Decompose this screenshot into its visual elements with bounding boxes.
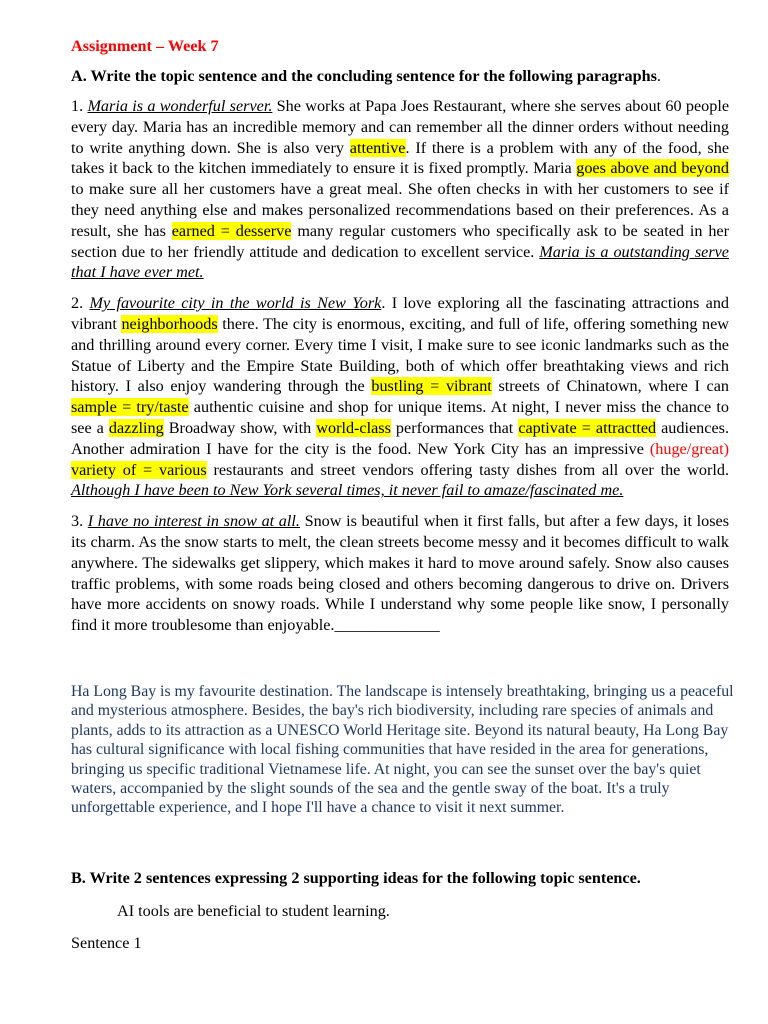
p2-text-9: restaurants and street vendors offering tasty dishes from all over the world.	[206, 460, 729, 479]
p3-number: 3.	[71, 512, 88, 531]
section-a-heading-text: A. Write the topic sentence and the concluding sentence for the following paragraphs	[71, 67, 657, 85]
section-b	[71, 868, 729, 954]
p1-topic-sentence: Maria is a wonderful server.	[87, 97, 273, 115]
ha-long-bay-paragraph: Ha Long Bay is my favourite destination. The landscape is intensely breathtaking, bringing us a peaceful and mysterious atmosphere. Besides, the bay's rich biodiversity, including rare species of animals and plants, adds to its attraction as a UNESCO World Heritage site. Beyond its natural beauty, Ha Long Bay has cultural significance with local fishing communities that have resided in the area for generations, bringing us specific traditional Vietnamese life. At night, you can see the sunset over the bay's quiet waters, accompanied by the slight sounds of the sea and the gentle sway of the boat. It's a truly unforgettable experience, and I hope I'll have a chance to visit it next summer.	[71, 683, 734, 817]
p2-concluding-sentence: Although I have been to New York several times, it never fail to amaze/fascinated me.	[71, 481, 624, 500]
p2-text-7: audiences. Another admiration I have for the city is the food. New York City has an impressive	[71, 418, 729, 458]
p2-highlight-1: neighborhoods	[121, 314, 218, 333]
p1-highlight-1: attentive	[349, 138, 406, 157]
section-b-heading: B. Write 2 sentences expressing 2 supporting ideas for the following topic sentence.	[71, 869, 641, 887]
p1-text-3: to make sure all her customers have a great meal. She often checks in with her customers to see if they need anything else and makes personalized recommendations based on their preferences. As a result, she has	[71, 180, 729, 240]
p2-highlight-3: sample = try/taste	[71, 398, 189, 417]
p1-text-2: . If there is a problem with any of the food, she takes it back to the kitchen immediately to ensure it is fixed promptly. Maria	[71, 138, 729, 178]
p2-highlight-5: world-class	[316, 418, 391, 437]
p2-text-2: there. The city is enormous, exciting, and full of life, offering something new and thrilling around every corner. Every time I visit, I make sure to see iconic landmarks such as the Statue of Liberty and the Empire State Building, both of which offer breathtaking views and rich history. I also enjoy wandering through the	[71, 314, 729, 396]
section-a-heading-period: .	[656, 67, 661, 85]
p2-text-4: authentic cuisine and shop for unique items. At night, I never miss the chance to see a	[71, 398, 730, 437]
p2-text-1: . I love exploring all the fascinating attractions and vibrant	[71, 294, 730, 333]
p2-red-annotation: (huge/great)	[649, 439, 729, 458]
sentence-1-label: Sentence 1	[71, 934, 142, 952]
document-page	[71, 36, 729, 646]
p1-text-4: many regular customers who specifically ask to be seated in her section due to her friendly attitude and dedication to excellent service.	[71, 221, 729, 261]
p2-highlight-6: captivate = attractted	[518, 418, 657, 437]
p1-number: 1.	[71, 97, 88, 115]
p3-blank-line: _____________	[334, 616, 440, 635]
p1-text-1: She works at Papa Joes Restaurant, where she serves about 60 people every day. Maria has an incredible memory and can remember all the dinner orders without needing to write anything down. She is also very	[71, 97, 730, 157]
p2-highlight-2: bustling = vibrant	[371, 377, 492, 396]
p2-number: 2.	[71, 294, 90, 313]
section-a-heading	[71, 66, 729, 87]
p3-topic-sentence: I have no interest in snow at all.	[87, 512, 300, 531]
p2-topic-sentence: My favourite city in the world is New York	[89, 294, 382, 313]
section-b-topic-sentence: AI tools are beneficial to student learning.	[117, 902, 390, 920]
p2-text-3: streets of Chinatown, where I can	[491, 377, 729, 396]
p2-highlight-7: variety of = various	[71, 460, 207, 479]
paragraph-3	[71, 511, 729, 636]
p2-highlight-4: dazzling	[108, 418, 164, 437]
assignment-title: Assignment – Week 7	[71, 37, 219, 55]
p2-text-6: performances that	[390, 418, 519, 437]
p2-text-5: Broadway show, with	[163, 418, 317, 437]
paragraph-1	[71, 96, 729, 283]
p1-concluding-sentence: Maria is a outstanding serve that I have ever met.	[71, 242, 729, 282]
p1-highlight-2: goes above and beyond	[576, 159, 729, 178]
paragraph-2	[71, 293, 729, 501]
p1-highlight-3: earned = desserve	[171, 221, 292, 240]
p3-text-1: Snow is beautiful when it first falls, but after a few days, it loses its charm. As the snow starts to melt, the clean streets become messy and it becomes difficult to walk anywhere. The sidewalks get slippery, which makes it hard to move around safely. Snow also causes traffic problems, with some roads being closed and others becoming dangerous to drive on. Drivers have more accidents on snowy roads. While I understand why some people like snow, I personally find it more troublesome than enjoyable.	[71, 512, 729, 635]
